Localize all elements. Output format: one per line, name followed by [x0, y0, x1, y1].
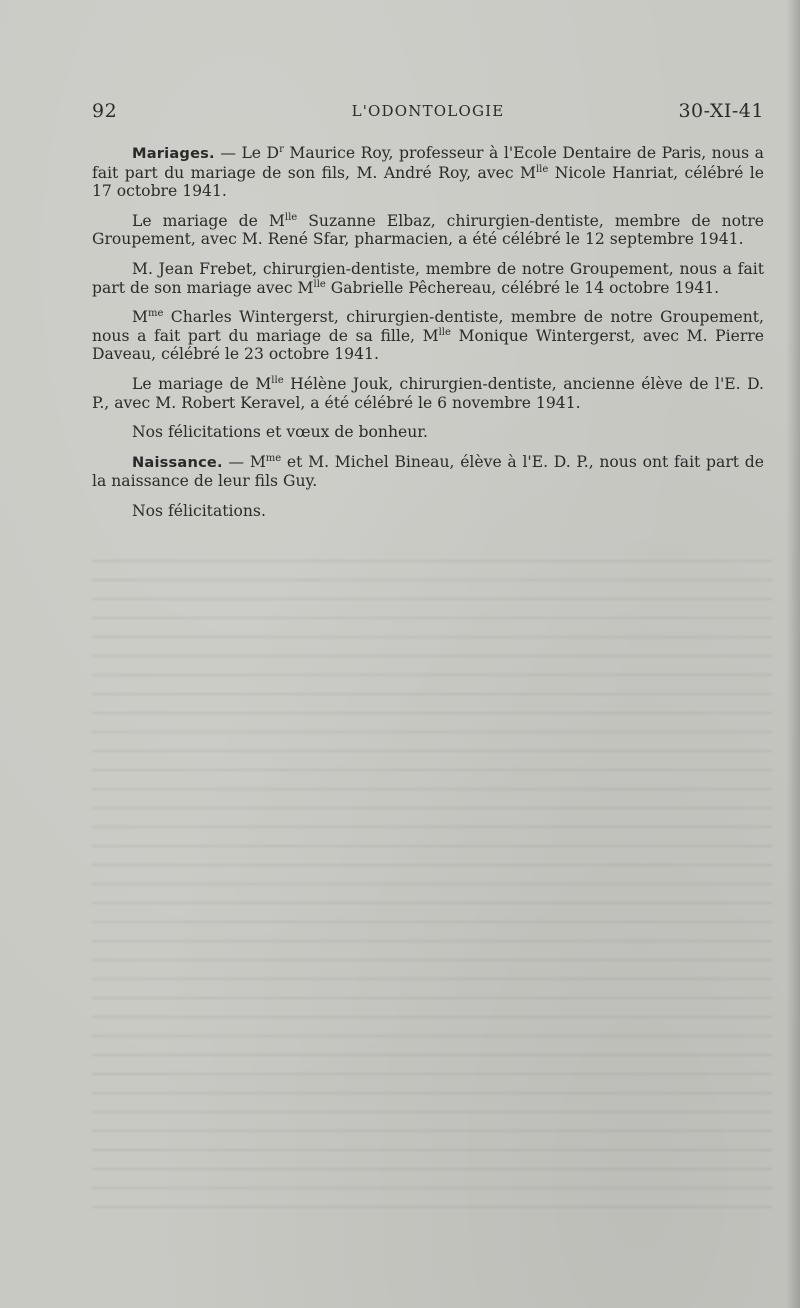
superscript: lle — [271, 374, 284, 386]
mariage-paragraph-1 — [92, 144, 764, 201]
section-heading-naissance: Naissance. — [132, 453, 223, 471]
text-run: Maurice Roy, professeur à l'Ecole Dentaire de Paris, nous a fait part du mariage de son fils, M. André Roy, avec M — [92, 144, 764, 182]
text-run: Monique Wintergerst, avec M. Pierre Daveau, célébré le 23 octobre 1941. — [92, 326, 764, 364]
text-run: Suzanne Elbaz, chirurgien-dentiste, membre de notre Groupement, avec M. René Sfar, pharmacien, a été célébré le 12 septembre 1941. — [92, 211, 765, 249]
mariage-paragraph-3 — [92, 260, 764, 297]
running-header — [92, 98, 764, 128]
mariage-paragraph-5 — [92, 375, 764, 412]
mariage-paragraph-4 — [92, 308, 764, 364]
text-run: Le mariage de M — [132, 374, 272, 393]
mariage-paragraph-2 — [92, 212, 764, 249]
mariages-closing: Nos félicitations et vœux de bonheur. — [132, 423, 428, 442]
text-run: Nicole Hanriat, célébré le 17 octobre 1941. — [92, 163, 764, 201]
superscript: lle — [284, 211, 298, 223]
show-through-texture — [92, 560, 772, 1210]
text-run: M. Jean Frebet, chirurgien-dentiste, membre de notre Groupement, nous a fait part de son mariage avec M — [92, 259, 764, 297]
text-run: — Le D — [214, 144, 280, 162]
superscript: r — [279, 144, 284, 155]
superscript: me — [265, 452, 282, 464]
superscript: lle — [438, 326, 451, 338]
superscript: lle — [313, 278, 326, 290]
section-heading-mariages: Mariages. — [132, 145, 215, 162]
text-run: Charles Wintergerst, chirurgien-dentiste, membre de notre Groupement, nous a fait part du mariage de sa fille, M — [92, 308, 764, 345]
article-body — [92, 144, 764, 532]
superscript: me — [147, 308, 164, 320]
naissance-paragraph — [92, 453, 764, 491]
text-run: — M — [222, 452, 266, 471]
text-run: Le mariage de M — [132, 211, 285, 230]
naissance-closing: Nos félicitations. — [132, 501, 266, 520]
page-number: 92 — [92, 100, 118, 122]
text-run: M — [132, 308, 148, 327]
superscript: lle — [535, 163, 549, 175]
text-run: et M. Michel Bineau, élève à l'E. D. P., nous ont fait part de la naissance de leur fils Guy. — [92, 452, 764, 491]
issue-date: 30-XI-41 — [678, 100, 764, 122]
text-run: Gabrielle Pêchereau, célébré le 14 octobre 1941. — [325, 278, 720, 297]
page-edge-shadow — [786, 0, 800, 1308]
journal-title: L'ODONTOLOGIE — [351, 102, 505, 120]
text-run: Hélène Jouk, chirurgien-dentiste, ancienne élève de l'E. D. P., avec M. Robert Keravel, a été célébré le 6 novembre 1941. — [92, 374, 764, 412]
